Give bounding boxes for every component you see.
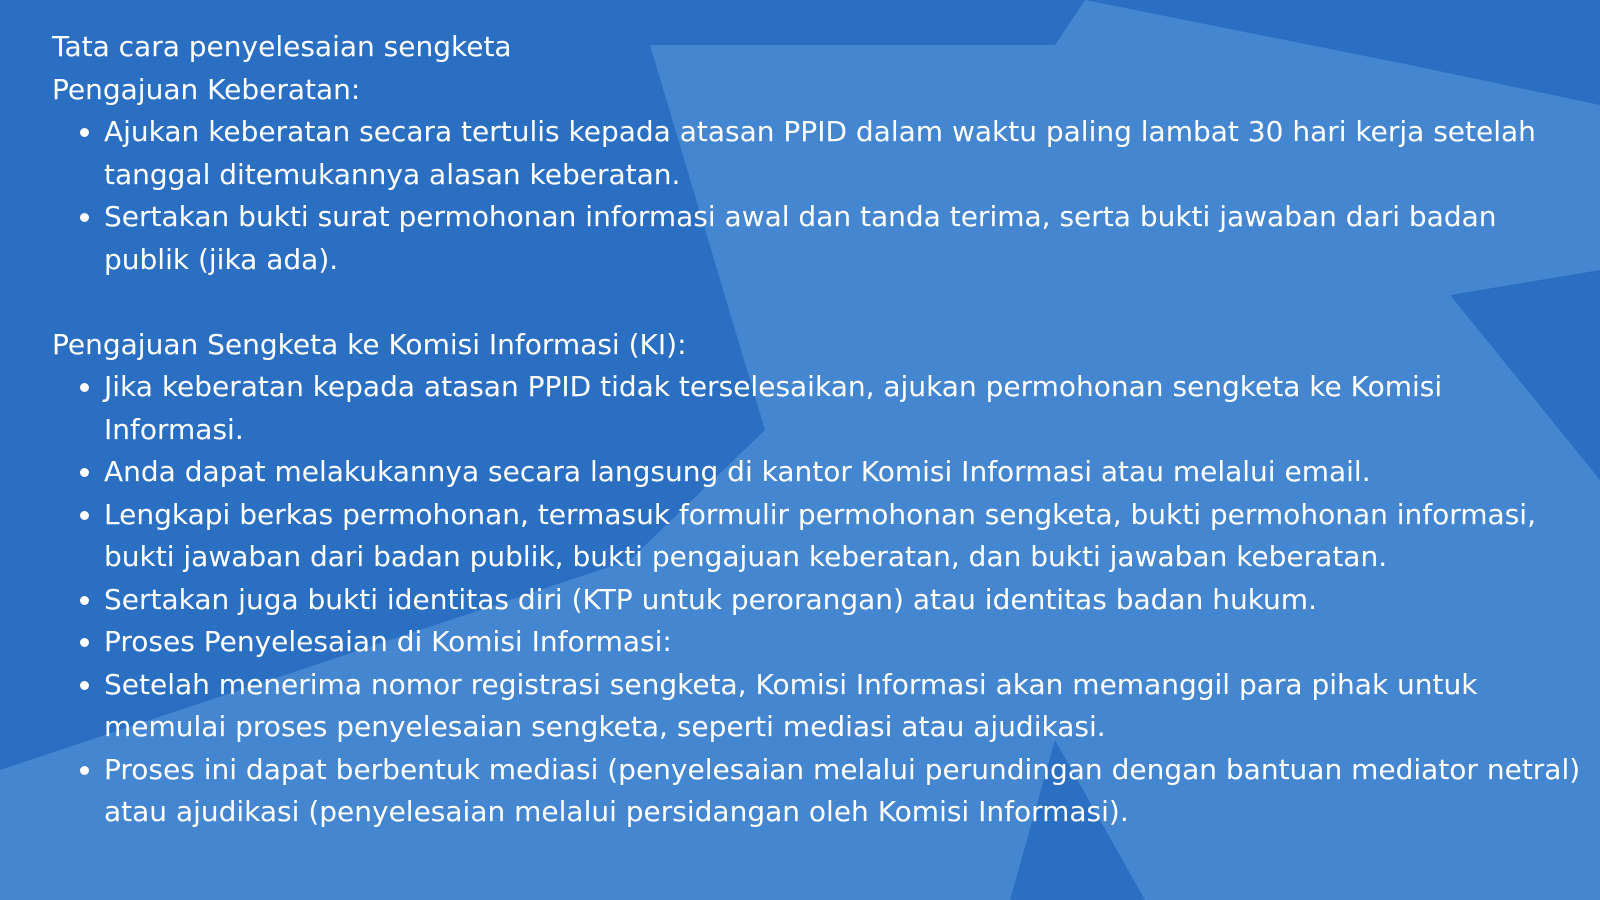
list-item: Proses ini dapat berbentuk mediasi (penyelesaian melalui perundingan dengan bantuan mediator netral) atau ajudikasi (penyelesaian melalui persidangan oleh Komisi Informasi). <box>52 749 1582 834</box>
document-heading: Tata cara penyelesaian sengketa <box>52 30 512 63</box>
section-title-sengketa-ki: Pengajuan Sengketa ke Komisi Informasi (KI): <box>52 327 687 361</box>
section-title-keberatan: Pengajuan Keberatan: <box>52 72 361 106</box>
sengketa-ki-list <box>52 366 1582 834</box>
list-item: Proses Penyelesaian di Komisi Informasi: <box>52 621 1582 664</box>
list-item: Ajukan keberatan secara tertulis kepada atasan PPID dalam waktu paling lambat 30 hari kerja setelah tanggal ditemukannya alasan keberatan. <box>52 111 1582 196</box>
list-item: Lengkapi berkas permohonan, termasuk formulir permohonan sengketa, bukti permohonan informasi, bukti jawaban dari badan publik, bukti pengajuan keberatan, dan bukti jawaban keberatan. <box>52 494 1582 579</box>
keberatan-list <box>52 111 1582 281</box>
document-content <box>52 26 1582 834</box>
section-spacer <box>52 281 1582 324</box>
list-item: Anda dapat melakukannya secara langsung di kantor Komisi Informasi atau melalui email. <box>52 451 1582 494</box>
list-item: Jika keberatan kepada atasan PPID tidak terselesaikan, ajukan permohonan sengketa ke Komisi Informasi. <box>52 366 1582 451</box>
list-item: Sertakan juga bukti identitas diri (KTP untuk perorangan) atau identitas badan hukum. <box>52 579 1582 622</box>
list-item: Sertakan bukti surat permohonan informasi awal dan tanda terima, serta bukti jawaban dari badan publik (jika ada). <box>52 196 1582 281</box>
list-item: Setelah menerima nomor registrasi sengketa, Komisi Informasi akan memanggil para pihak untuk memulai proses penyelesaian sengketa, seperti mediasi atau ajudikasi. <box>52 664 1582 749</box>
